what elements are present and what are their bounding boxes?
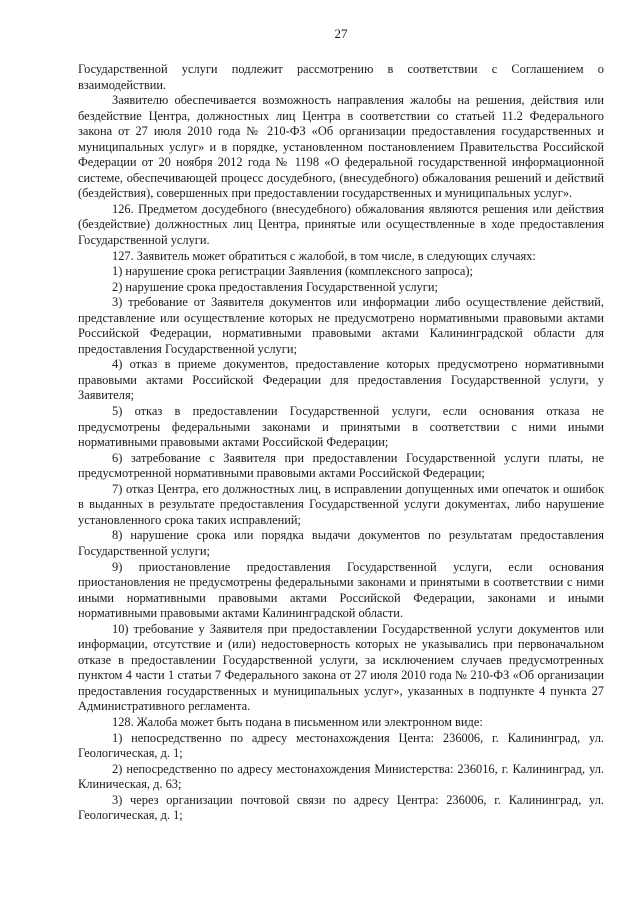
list-item-127-5: 5) отказ в предоставлении Государственной услуги, если основания отказа не предусмотрены федеральными законами и принятыми в соответствии с ними иными нормативными правовыми актами Российской Федерации; xyxy=(78,404,604,450)
paragraph-complaint-right: Заявителю обеспечивается возможность направления жалобы на решения, действия или бездействие Центра, должностных лиц Центра в соответствии со статьей 11.2 Федерального закона от 27 июля 2010 года № 210-ФЗ «Об организации предоставления государственных и муниципальных услуг» и в порядке, установленном постановлением Правительства Российской Федерации от 20 ноября 2012 года № 1198 «О федеральной государственной информационной системе, обеспечивающей процесс досудебного, (внесудебного) обжалования решений и действий (бездействия), совершенных при предоставлении государственных и муниципальных услуг». xyxy=(78,93,604,201)
list-item-127-9: 9) приостановление предоставления Государственной услуги, если основания приостановления не предусмотрены федеральными законами и принятыми в соответствии с ними иными нормативными правовыми актами Российской Федерации, законами и иными нормативными правовыми актами Калининградской области. xyxy=(78,559,604,621)
list-item-127-6: 6) затребование с Заявителя при предоставлении Государственной услуги платы, не предусмотренной нормативными правовыми актами Российской Федерации; xyxy=(78,450,604,481)
list-item-127-8: 8) нарушение срока или порядка выдачи документов по результатам предоставления Государственной услуги; xyxy=(78,528,604,558)
list-item-127-10: 10) требование у Заявителя при предоставлении Государственной услуги документов или информации, отсутствие и (или) недостоверность которых не указывались при первоначальном отказе в предоставлении Государственной услуги, за исключением случаев предусмотренных пунктом 4 части 1 статьи 7 Федерального закона от 27 июля 2010 года № 210-ФЗ «Об организации предоставления государственных и муниципальных услуг», указанных в подпункте 4 пункта 27 Административного регламента. xyxy=(78,621,604,714)
list-item-127-1: 1) нарушение срока регистрации Заявления (комплексного запроса); xyxy=(112,264,474,279)
list-item-128-1: 1) непосредственно по адресу местонахождения Цента: 236006, г. Калининград, ул. Геологическая, д. 1; xyxy=(78,730,604,761)
list-item-128-3: 3) через организации почтовой связи по адресу Центра: 236006, г. Калининград, ул. Геологическая, д. 1; xyxy=(78,792,604,823)
paragraph-128: 128. Жалоба может быть подана в письменном или электронном виде: xyxy=(112,714,483,729)
paragraph-continuation: Государственной услуги подлежит рассмотрению в соответствии с Соглашением о взаимодействии. xyxy=(78,62,604,92)
paragraph-127: 127. Заявитель может обратиться с жалобой, в том числе, в следующих случаях: xyxy=(112,248,536,263)
paragraph-126: 126. Предметом досудебного (внесудебного) обжалования являются решения или действия (бездействие) должностных лиц Центра, принятые или осуществленные в ходе предоставления Государственной услуги. xyxy=(78,201,604,248)
list-item-128-2: 2) непосредственно по адресу местонахождения Министерства: 236016, г. Калининград, ул. Клиническая, д. 63; xyxy=(78,761,604,792)
list-item-127-7: 7) отказ Центра, его должностных лиц, в исправлении допущенных ими опечаток и ошибок в выданных в результате предоставления Государственной услуги документах, либо нарушение установленного срока таких исправлений; xyxy=(78,481,604,527)
list-item-127-2: 2) нарушение срока предоставления Государственной услуги; xyxy=(112,279,438,294)
page-number: 27 xyxy=(334,26,348,41)
list-item-127-4: 4) отказ в приеме документов, предоставление которых предусмотрено нормативными правовыми актами Российской Федерации для предоставления Государственной услуги, у Заявителя; xyxy=(78,357,604,403)
document-body xyxy=(78,62,604,824)
document-page xyxy=(78,26,604,824)
list-item-127-3: 3) требование от Заявителя документов или информации либо осуществление действий, представление или осуществление которых не предусмотрено нормативными правовыми актами Российской Федерации, нормативными правовыми актами Калининградской области для предоставления Государственной услуги; xyxy=(78,295,604,356)
